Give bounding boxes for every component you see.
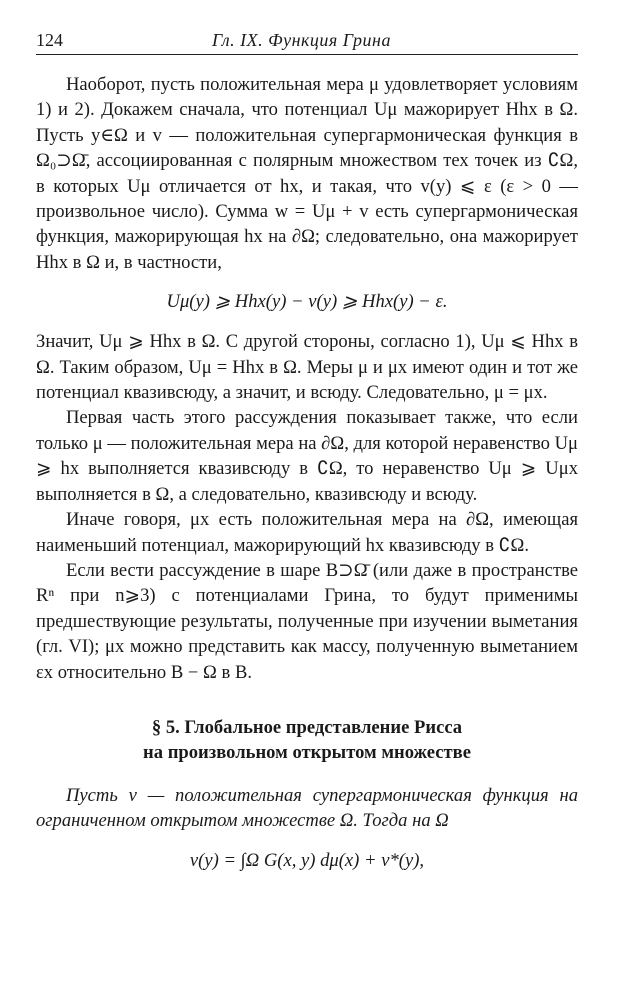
page-header xyxy=(36,28,578,55)
section-heading-line-1: § 5. Глобальное представление Рисса xyxy=(151,716,463,738)
paragraph-conclusion: Значит, Uμ ⩾ Hhx в Ω. С другой стороны, согласно 1), Uμ ⩽ Hhx в Ω. Таким образом, Uμ = Hhx в Ω. Меры μ и μx имеют один и тот же потенциал квазивсюду, а значит, и всюду. Следовательно, μ = μx. xyxy=(36,331,578,404)
paragraph-ball: Если вести рассуждение в шаре B⊃Ω̄ (или даже в пространстве Rⁿ при n⩾3) с потенциалами Грина, то будут применимы предшествующие результаты, полученные при изучении выметания (гл. VI); μx можно представить как массу, полученную выметанием εx относительно B − Ω в B. xyxy=(36,559,578,683)
paragraph-in-other-words: Иначе говоря, μx есть положительная мера на ∂Ω, имеющая наименьший потенциал, мажорирующий hx квазивсюду в ∁Ω. xyxy=(36,509,578,556)
formula-riesz: v(y) = ∫Ω G(x, y) dμ(x) + v*(y), xyxy=(189,849,425,871)
page-number: 124 xyxy=(36,30,63,50)
theorem-statement: Пусть v — положительная супергармоническая функция на ограниченном открытом множестве Ω. Тогда на Ω xyxy=(36,784,578,832)
section-heading xyxy=(36,715,578,765)
paragraph-proof-start: Наоборот, пусть положительная мера μ удовлетворяет условиям 1) и 2). Докажем сначала, что потенциал Uμ мажорирует Hhx в Ω. Пусть y∈Ω и v — положительная супергармоническая функция в Ω₀⊃Ω̄, ассоциированная с полярным множеством тех точек из ∁Ω, в которых Uμ отличается от hx, и такая, что v(y) ⩽ ε (ε > 0 — произвольное число). Сумма w = Uμ + v есть супергармоническая функция, мажорирующая hx на ∂Ω; следовательно, она мажорирует Hhx в Ω и, в частности, xyxy=(36,74,578,273)
running-head: Гл. IX. Функция Грина xyxy=(212,30,391,50)
formula-inequality: Uμ(y) ⩾ Hhx(y) − v(y) ⩾ Hhx(y) − ε. xyxy=(166,291,448,313)
page-body xyxy=(36,72,578,876)
paragraph-first-part: Первая часть этого рассуждения показывает также, что если только μ — положительная мера на ∂Ω, для которой неравенство Uμ ⩾ hx выполняется квазивсюду в ∁Ω, то неравенство Uμ ⩾ Uμx выполняется в Ω, а следовательно, квазивсюду и всюду. xyxy=(36,407,578,505)
section-heading-line-2: на произвольном открытом множестве xyxy=(143,741,471,763)
